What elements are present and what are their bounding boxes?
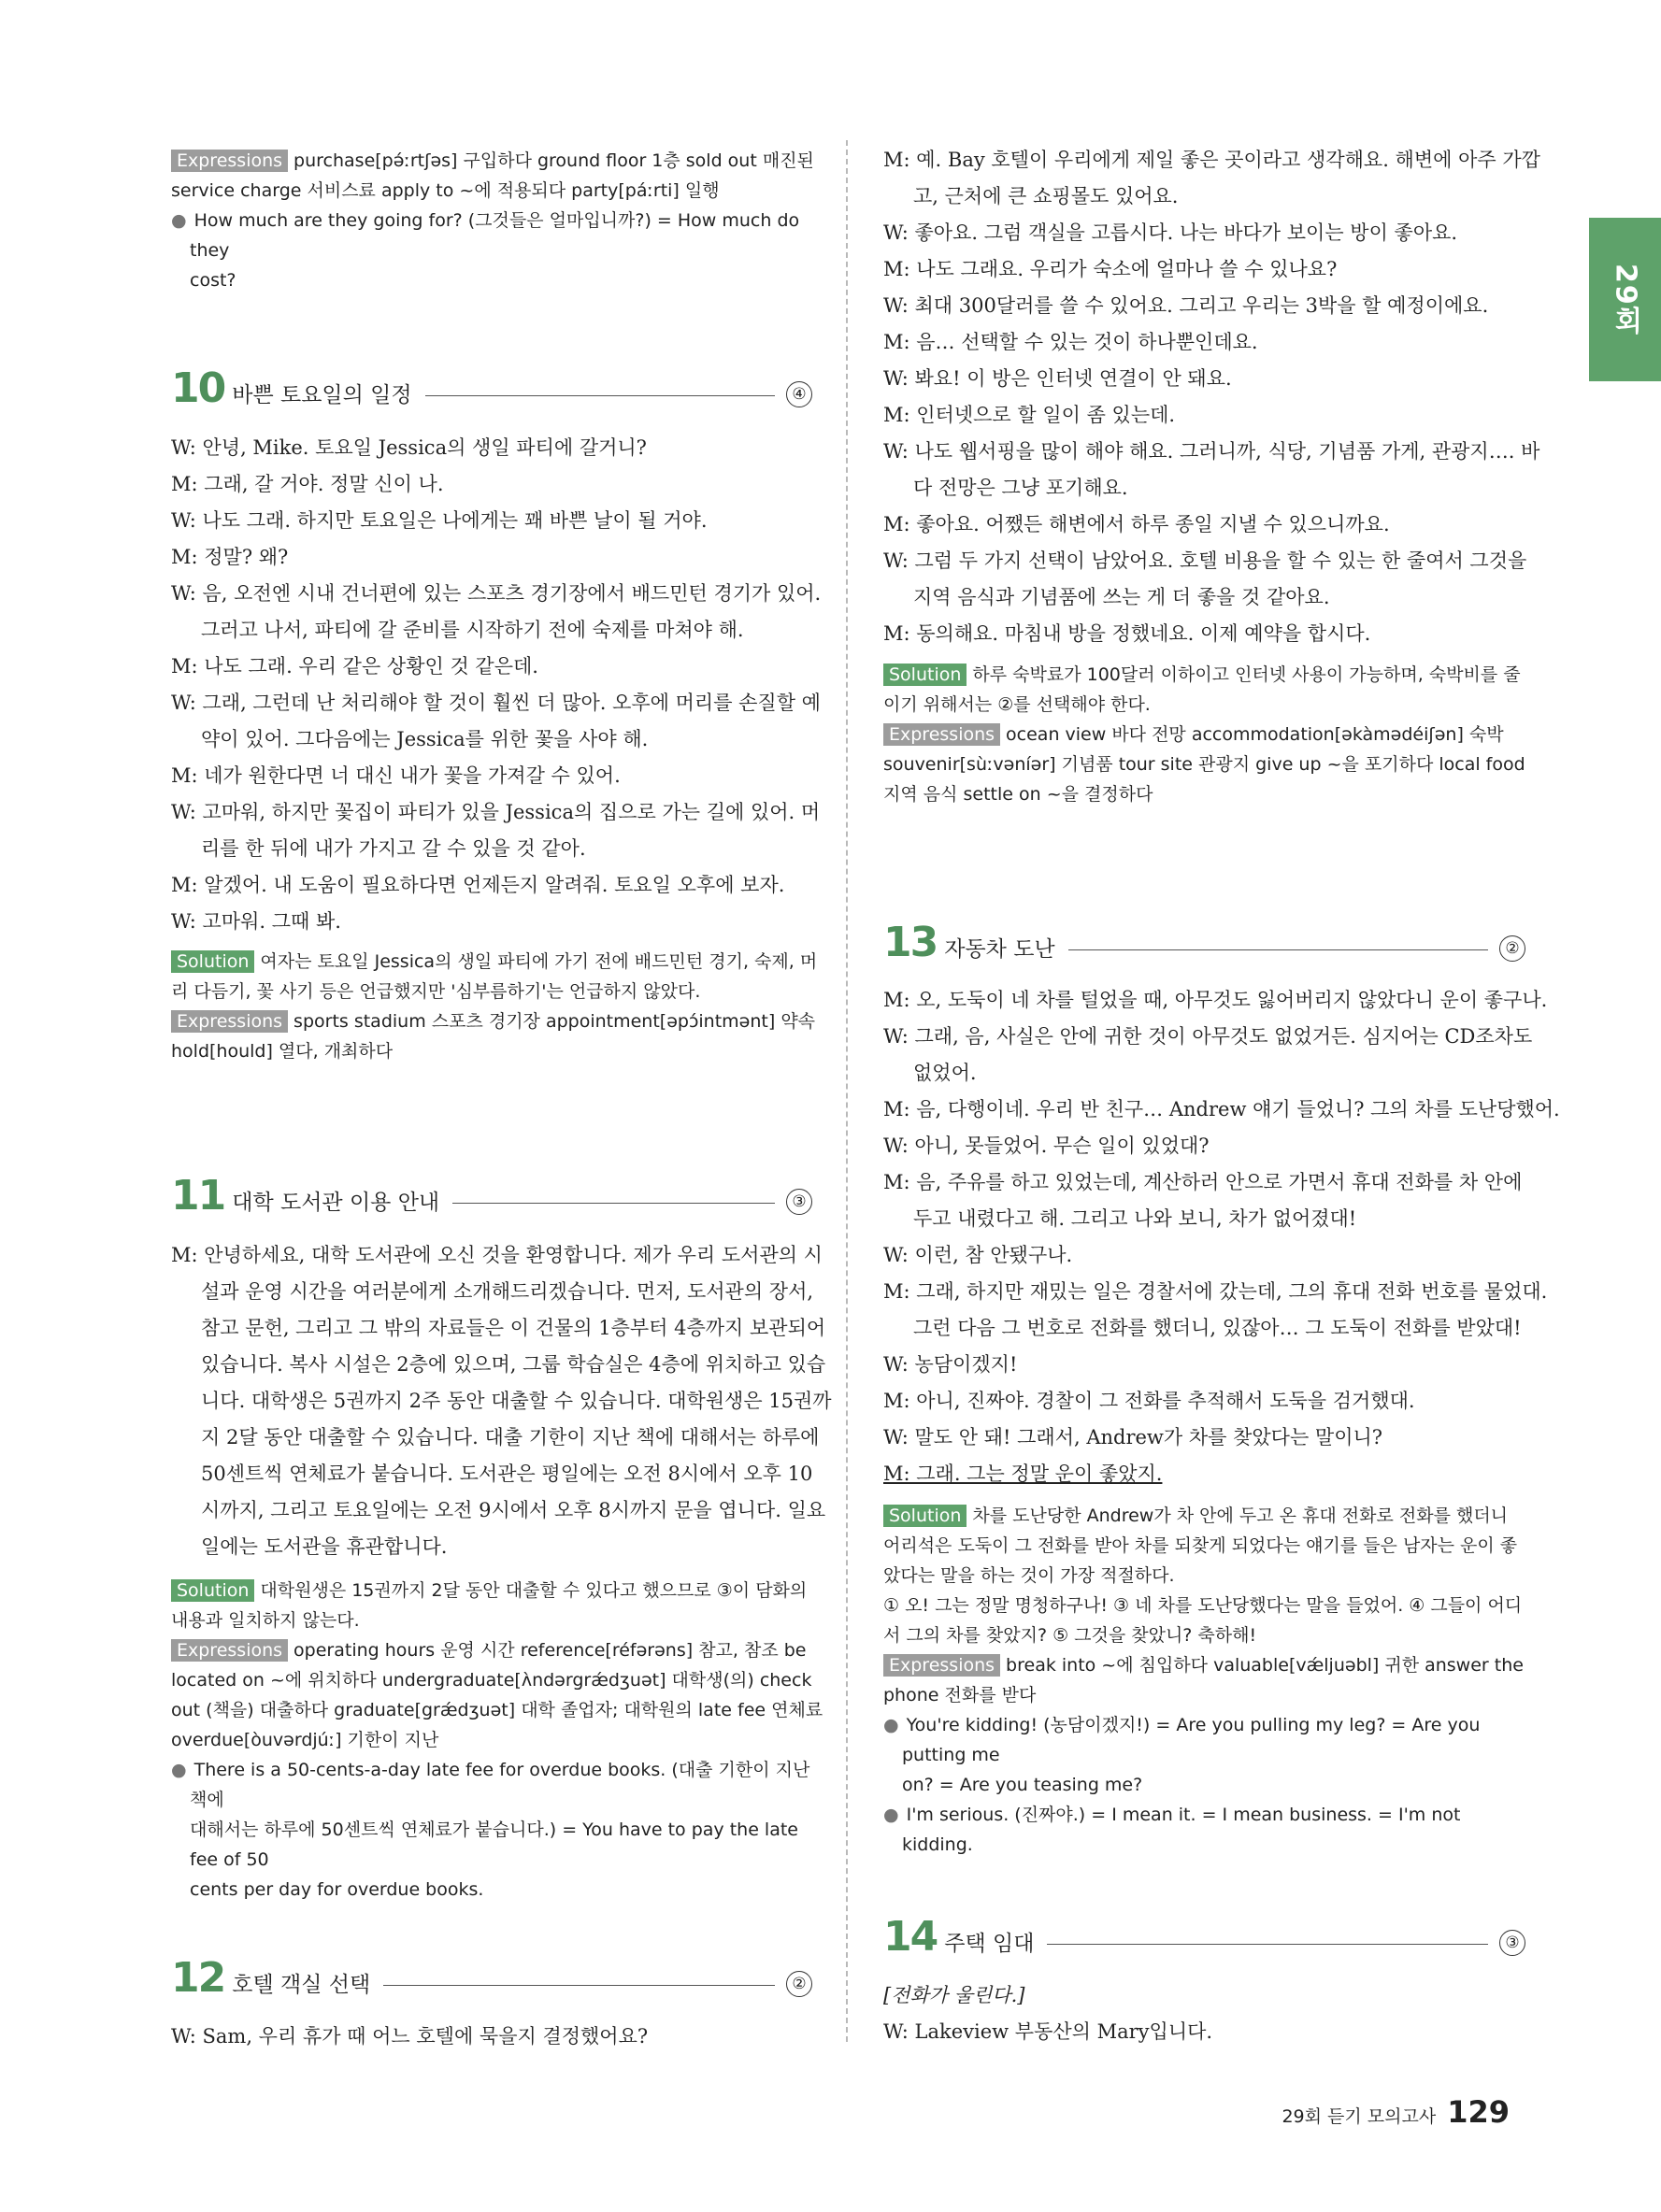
dialogue-line: W: 농담이겠지! (883, 1353, 1018, 1376)
dialogue-line: 참고 문헌, 그리고 그 밖의 자료들은 이 건물의 1층부터 4층까지 보관되어 (201, 1317, 826, 1339)
dialogue-line: M: 좋아요. 어쨌든 해변에서 하루 종일 지낼 수 있으니까요. (883, 513, 1390, 535)
dialogue-line: W: 안녕, Mike. 토요일 Jessica의 생일 파티에 갈거니? (171, 436, 647, 459)
dialogue-line: 있습니다. 복사 시설은 2층에 있으며, 그룹 학습실은 4층에 위치하고 있습 (201, 1353, 826, 1376)
dialogue-line: W: 음, 오전엔 시내 건너편에 있는 스포츠 경기장에서 배드민턴 경기가 있어. (171, 582, 822, 605)
answer-badge: ② (786, 1971, 812, 1997)
dialogue-line: W: 나도 웹서핑을 많이 해야 해요. 그러니까, 식당, 기념품 가게, 관광지…. 바 (883, 440, 1540, 463)
bullet-icon: ● (171, 210, 187, 231)
answer-badge: ② (1499, 935, 1525, 962)
header-rule (425, 395, 775, 396)
header-rule (383, 1985, 775, 1986)
dialogue-line: 그러고 나서, 파티에 갈 준비를 시작하기 전에 숙제를 마쳐야 해. (201, 619, 744, 641)
dialogue-line: M: 음, 다행이네. 우리 반 친구… Andrew 얘기 들었니? 그의 차를 도난당했어. (883, 1098, 1560, 1120)
dialogue-line: W: 이런, 참 안됐구나. (883, 1244, 1073, 1266)
header-rule (452, 1203, 775, 1204)
page-number: 129 (1447, 2094, 1510, 2130)
dialogue-line: M: 음, 주유를 하고 있었는데, 계산하러 안으로 가면서 휴대 전화를 차 안에 (883, 1171, 1523, 1193)
solution-tag: Solution (171, 950, 254, 973)
dialogue-line: M: 예. Bay 호텔이 우리에게 제일 좋은 곳이라고 생각해요. 해변에 아주 가깝 (883, 149, 1540, 171)
q13-header (883, 919, 1525, 966)
top-expressions: Expressions purchase[pə́ːrtʃəs] 구입하다 ground floor 1층 sold out 매진된 service charge 서비스료 apply to ~에 적용되다 party[páːrti] 일행 ● How much are they going for? (그것들은 얼마입니까?) = How much do they cost? (171, 150, 814, 291)
solution-tag: Solution (171, 1579, 254, 1602)
q11-header (171, 1172, 812, 1220)
dialogue-line: M: 그래, 하지만 재밌는 일은 경찰서에 갔는데, 그의 휴대 전화 번호를 물었대. (883, 1280, 1548, 1303)
dialogue-line: 없었어. (913, 1062, 977, 1084)
expressions-tag: Expressions (171, 150, 288, 172)
q12-dialogue (171, 2019, 812, 2055)
dialogue-line: 약이 있어. 그다음에는 Jessica를 위한 꽃을 사야 해. (201, 728, 649, 750)
dialogue-line: M: 그래, 갈 거야. 정말 신이 나. (171, 473, 444, 495)
expressions-tag: Expressions (883, 1654, 1000, 1677)
q10-solution: Solution 여자는 토요일 Jessica의 생일 파티에 가기 전에 배드민턴 경기, 숙제, 머 리 다듬기, 꽃 사기 등은 언급했지만 '심부름하기'는 언급하지 않았다. Expressions sports stadium 스포츠 경기장 appointment[əpɔ́intmənt] 약속 hold[hould] 열다, 개최하다 (171, 951, 818, 1062)
bullet-icon: ● (171, 1760, 187, 1780)
q13-solution: Solution 차를 도난당한 Andrew가 차 안에 두고 온 휴대 전화로 전화를 했더니 어리석은 도둑이 그 전화를 받아 차를 되찾게 되었다는 얘기를 들은 남자는 운이 좋 았다는 말을 하는 것이 가장 적절하다. ① 오! 그는 정말 명청하구나! ③ 네 차를 도난당했다는 말을 들었어. ④ 그들이 어디 서 그의 차를 찾았지? ⑤ 그것을 찾았니? 축하해! Expressions break into ~에 침입하다 valuable[vǽljuəbl] 귀한 answer the phone 전화를 받다 ● You're kidding! (농담이겠지!) = Are you pulling my leg? = Are you putting me on? = Are you teasing me? ● I'm serious. (진짜야.) = I mean it. = I mean business. = I'm not kidding. (883, 1506, 1524, 1855)
dialogue-line: W: 말도 안 돼! 그래서, Andrew가 차를 찾았다는 말이니? (883, 1426, 1383, 1449)
q14-body (883, 1977, 1525, 2050)
dialogue-line: W: 그래, 음, 사실은 안에 귀한 것이 아무것도 없었거든. 심지어는 CD조차도 (883, 1025, 1533, 1048)
dialogue-line: 니다. 대학생은 5권까지 2주 동안 대출할 수 있습니다. 대학원생은 15권까 (201, 1390, 832, 1412)
dialogue-line: M: 인터넷으로 할 일이 좀 있는데. (883, 404, 1176, 426)
expressions-tag: Expressions (171, 1639, 288, 1662)
question-title: 호텔 객실 선택 (232, 1973, 371, 1997)
dialogue-line: W: 나도 그래. 하지만 토요일은 나에게는 꽤 바쁜 날이 될 거야. (171, 509, 708, 532)
question-number: 13 (883, 919, 938, 966)
dialogue-line: W: 그럼 두 가지 선택이 남았어요. 호텔 비용을 할 수 있는 한 줄여서 그것을 (883, 549, 1527, 572)
q10-header (171, 364, 812, 412)
dialogue-line: W: 봐요! 이 방은 인터넷 연결이 안 돼요. (883, 367, 1232, 390)
question-number: 11 (171, 1172, 225, 1220)
dialogue-line: 지 2달 동안 대출할 수 있습니다. 대출 기한이 지난 책에 대해서는 하루에 (201, 1426, 820, 1449)
q12-dialogue-continued (883, 142, 1540, 652)
dialogue-line: M: 알겠어. 내 도움이 필요하다면 언제든지 알려줘. 토요일 오후에 보자. (171, 874, 785, 896)
solution-tag: Solution (883, 664, 967, 686)
question-number: 14 (883, 1913, 938, 1961)
question-number: 10 (171, 364, 225, 412)
q11-dialogue (171, 1237, 832, 1565)
q12-solution: Solution 하루 숙박료가 100달러 이하이고 인터넷 사용이 가능하며, 숙박비를 줄 이기 위해서는 ②를 선택해야 한다. Expressions ocean view 바다 전망 accommodation[əkàmədéiʃən] 숙박 souvenir[sùːvəníər] 기념품 tour site 관광지 give up ~을 포기하다 local food 지역 음식 settle on ~을 결정하다 (883, 664, 1525, 805)
question-number: 12 (171, 1954, 225, 2002)
dialogue-line: W: 아니, 못들었어. 무슨 일이 있었대? (883, 1135, 1210, 1157)
dialogue-line: W: 최대 300달러를 쓸 수 있어요. 그리고 우리는 3박을 할 예정이에요. (883, 294, 1489, 317)
dialogue-line: 고, 근처에 큰 쇼핑몰도 있어요. (913, 185, 1179, 207)
column-divider (846, 140, 848, 2042)
stage-direction: [전화가 울린다.] (883, 1984, 1025, 2006)
q11-solution: Solution 대학원생은 15권까지 2달 동안 대출할 수 있다고 했으므로 ③이 담화의 내용과 일치하지 않는다. Expressions operating hours 운영 시간 reference[réfərəns] 참고, 참조 be located on ~에 위치하다 undergraduate[ʌ̀ndərgrǽdʒuət] 대학생(의) check out (책을) 대출하다 graduate[grǽdʒuət] 대학 졸업자; 대학원의 late fee 연체료 overdue[òuvərdjúː] 기한이 지난 ● There is a 50-cents-a-day late fee for overdue books. (대출 기한이 지난 책에 대해서는 하루에 50센트씩 연체료가 붙습니다.) = You have to pay the late fee of 50 cents per day for overdue books. (171, 1580, 823, 1900)
dialogue-line: M: 음… 선택할 수 있는 것이 하나뿐인데요. (883, 331, 1258, 353)
dialogue-line: W: Sam, 우리 휴가 때 어느 호텔에 묵을지 결정했어요? (171, 2025, 649, 2048)
dialogue-line: W: Lakeview 부동산의 Mary입니다. (883, 2020, 1213, 2043)
dialogue-line: M: 정말? 왜? (171, 546, 289, 568)
dialogue-line: W: 고마워, 하지만 꽃집이 파티가 있을 Jessica의 집으로 가는 길에 있어. 머 (171, 801, 821, 823)
dialogue-line: 그런 다음 그 번호로 전화를 했더니, 있잖아… 그 도둑이 전화를 받았대! (913, 1317, 1522, 1339)
dialogue-line: 지역 음식과 기념품에 쓰는 게 더 좋을 것 같아요. (913, 586, 1330, 608)
bullet-icon: ● (883, 1715, 899, 1735)
section-tab: 29회 (1589, 218, 1661, 381)
question-title: 자동차 도난 (944, 937, 1055, 962)
header-rule (1068, 949, 1488, 950)
dialogue-line: W: 고마워. 그때 봐. (171, 910, 341, 933)
header-rule (1047, 1944, 1488, 1945)
dialogue-line: 일에는 도서관을 휴관합니다. (201, 1535, 448, 1558)
dialogue-line: 시까지, 그리고 토요일에는 오전 9시에서 오후 8시까지 문을 엽니다. 일요 (201, 1499, 826, 1521)
dialogue-line: W: 그래, 그런데 난 처리해야 할 것이 훨씬 더 많아. 오후에 머리를 손질할 예 (171, 692, 821, 714)
q12-header (171, 1954, 812, 2002)
dialogue-line: 두고 내렸다고 해. 그리고 나와 보니, 차가 없어졌대! (913, 1207, 1357, 1230)
footer-title: 29회 듣기 모의고사 (1282, 2106, 1437, 2127)
dialogue-line: M: 오, 도둑이 네 차를 털었을 때, 아무것도 잃어버리지 않았다니 운이 좋구나. (883, 989, 1548, 1011)
q10-dialogue (171, 430, 822, 940)
dialogue-line: 50센트씩 연체료가 붙습니다. 도서관은 평일에는 오전 8시에서 오후 10 (201, 1463, 813, 1485)
dialogue-line: 리를 한 뒤에 내가 가지고 갈 수 있을 것 같아. (201, 837, 586, 860)
answer-badge: ③ (1499, 1930, 1525, 1956)
dialogue-line: M: 아니, 진짜야. 경찰이 그 전화를 추적해서 도둑을 검거했대. (883, 1390, 1415, 1412)
dialogue-line: M: 안녕하세요, 대학 도서관에 오신 것을 환영합니다. 제가 우리 도서관의 시 (171, 1244, 823, 1266)
dialogue-line: M: 나도 그래. 우리 같은 상황인 것 같은데. (171, 655, 538, 678)
question-title: 대학 도서관 이용 안내 (232, 1191, 440, 1215)
q13-dialogue (883, 982, 1560, 1492)
dialogue-line: M: 동의해요. 마침내 방을 정했네요. 이제 예약을 합시다. (883, 622, 1371, 645)
dialogue-line: W: 좋아요. 그럼 객실을 고릅시다. 나는 바다가 보이는 방이 좋아요. (883, 221, 1458, 244)
expressions-tag: Expressions (171, 1010, 288, 1033)
dialogue-line: M: 나도 그래요. 우리가 숙소에 얼마나 쓸 수 있나요? (883, 258, 1338, 280)
question-title: 주택 임대 (944, 1932, 1035, 1956)
q14-header (883, 1913, 1525, 1961)
solution-tag: Solution (883, 1505, 967, 1527)
answer-badge: ③ (786, 1189, 812, 1215)
dialogue-line: 다 전망은 그냥 포기해요. (913, 477, 1128, 499)
dialogue-line: M: 그래. 그는 정말 운이 좋았지. (883, 1463, 1163, 1485)
answer-badge: ④ (786, 381, 812, 407)
bullet-icon: ● (883, 1805, 899, 1825)
question-title: 바쁜 토요일의 일정 (232, 383, 412, 407)
dialogue-line: 설과 운영 시간을 여러분에게 소개해드리겠습니다. 먼저, 도서관의 장서, (201, 1280, 814, 1303)
expressions-tag: Expressions (883, 723, 1000, 746)
q14-dialogue (883, 2014, 1525, 2050)
dialogue-line: M: 네가 원한다면 너 대신 내가 꽃을 가져갈 수 있어. (171, 764, 621, 787)
page-footer (1282, 2094, 1510, 2130)
